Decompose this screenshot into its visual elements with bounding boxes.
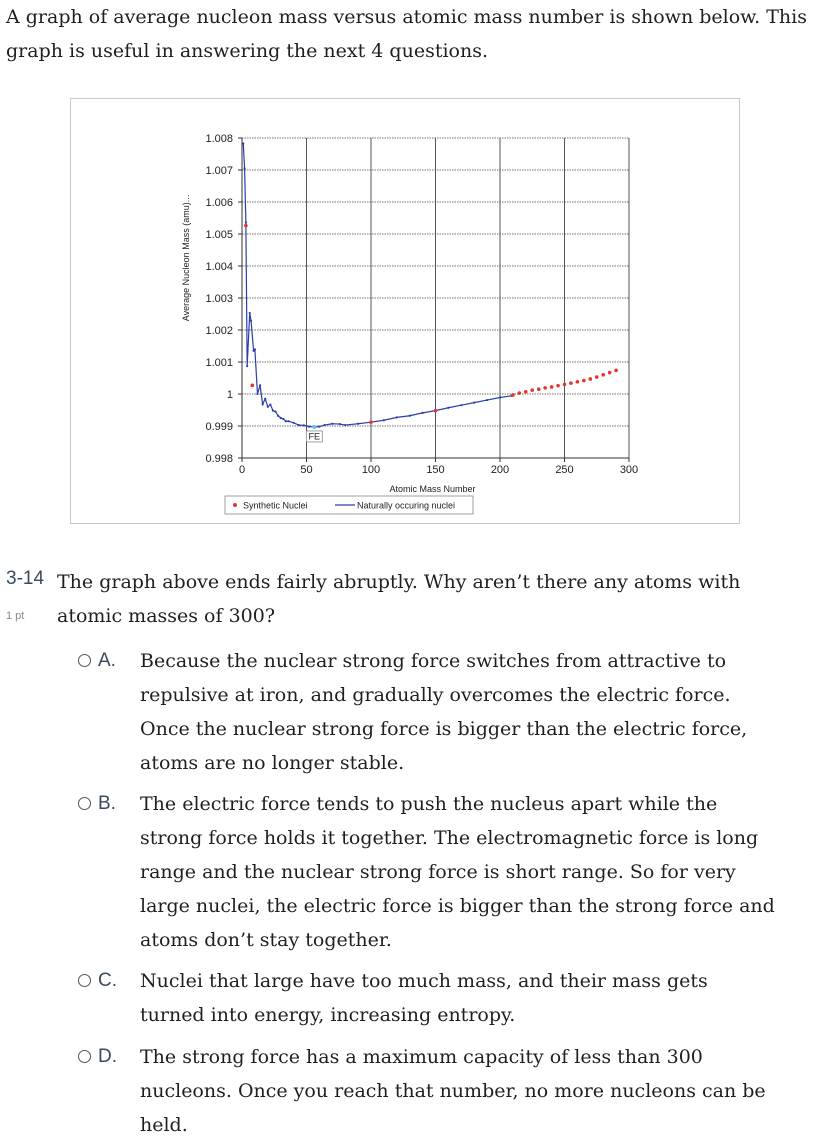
point-synthetic: [556, 384, 560, 388]
point-natural: [409, 415, 411, 417]
x-tick-label: 150: [426, 464, 445, 476]
point-synthetic: [550, 385, 554, 389]
option-a[interactable]: [78, 644, 778, 780]
option-letter: C.: [98, 970, 117, 991]
point-natural: [246, 365, 248, 367]
x-tick-label: 100: [361, 464, 381, 476]
x-tick-label: 0: [238, 464, 246, 476]
option-letter: D.: [98, 1046, 117, 1067]
option-c[interactable]: [78, 964, 778, 1032]
point-synthetic: [518, 391, 522, 395]
point-synthetic: [576, 380, 580, 384]
point-synthetic: [569, 381, 573, 385]
point-synthetic: [244, 224, 248, 228]
point-natural: [280, 417, 282, 419]
point-natural: [242, 142, 244, 144]
x-tick-label: 50: [300, 464, 313, 476]
x-tick-label: 200: [490, 464, 510, 476]
y-tick-label: 1.006: [205, 197, 233, 209]
point-synthetic: [589, 377, 593, 381]
option-d[interactable]: [78, 1040, 778, 1142]
point-synthetic: [582, 379, 586, 383]
point-natural: [473, 402, 475, 404]
point-natural: [264, 398, 266, 400]
x-tick-label: 250: [555, 464, 574, 476]
radio-icon[interactable]: [78, 797, 91, 810]
question-text: The graph above ends fairly abruptly. Why aren’t there any atoms with atomic masses of 300?: [57, 571, 741, 627]
point-natural: [285, 420, 287, 422]
point-natural: [323, 424, 325, 426]
point-natural: [243, 167, 245, 169]
point-natural: [298, 424, 300, 426]
point-natural: [303, 424, 305, 426]
point-natural: [357, 423, 359, 425]
series-line-natural: [243, 143, 513, 427]
point-natural: [282, 418, 284, 420]
point-natural: [256, 393, 258, 395]
point-synthetic: [511, 393, 515, 397]
legend-synthetic-marker: [233, 503, 237, 507]
point-natural: [250, 320, 252, 322]
y-tick-label: 1.002: [205, 325, 233, 337]
point-synthetic: [543, 386, 547, 390]
intro-text: A graph of average nucleon mass versus atomic mass number is shown below. This graph is useful in answering the next 4 questions.: [6, 6, 807, 62]
point-natural: [287, 420, 289, 422]
y-tick-label: 1.005: [205, 229, 233, 241]
y-tick-label: 1.001: [205, 357, 233, 369]
y-tick-label: 1.003: [205, 293, 233, 305]
option-b[interactable]: [78, 787, 778, 957]
point-natural: [308, 426, 310, 428]
radio-icon[interactable]: [78, 974, 91, 987]
point-synthetic: [563, 383, 567, 387]
y-tick-label: 0.999: [205, 421, 233, 433]
question-number: 3-14: [6, 568, 45, 589]
chart-figure: [70, 98, 740, 524]
x-axis-label: Atomic Mass Number: [389, 484, 476, 494]
point-natural: [259, 384, 261, 386]
y-tick-label: 1.007: [205, 165, 233, 177]
point-natural: [293, 422, 295, 424]
y-tick-label: 1.008: [205, 133, 233, 145]
option-letter: A.: [98, 650, 116, 671]
point-natural: [272, 410, 274, 412]
point-natural: [447, 407, 449, 409]
point-synthetic: [530, 388, 534, 392]
point-natural: [460, 404, 462, 406]
point-natural: [254, 348, 256, 350]
y-axis-label: Average Nucleon Mass (amu)...: [181, 194, 191, 322]
option-text: The strong force has a maximum capacity of less than 300 nucleons. Once you reach that number, no more nucleons can be held.: [140, 1046, 766, 1136]
point-natural: [318, 426, 320, 428]
point-natural: [267, 406, 269, 408]
legend-synthetic-label: Synthetic Nuclei: [243, 500, 308, 511]
point-synthetic: [595, 375, 599, 379]
radio-icon[interactable]: [78, 1050, 91, 1063]
point-natural: [249, 312, 251, 314]
point-synthetic: [601, 373, 605, 377]
point-synthetic: [369, 420, 373, 424]
y-tick-label: 1: [226, 389, 233, 401]
fe-label: FE: [308, 431, 320, 442]
point-natural: [396, 416, 398, 418]
option-text: Because the nuclear strong force switches from attractive to repulsive at iron, and gradually overcomes the electric force. Once the nuclear strong force is bigger than the electric force, atoms are no longer stable.: [140, 650, 748, 774]
point-natural: [262, 403, 264, 405]
legend-natural-label: Naturally occuring nuclei: [357, 500, 456, 511]
option-letter: B.: [98, 793, 116, 814]
x-tick-label: 300: [619, 464, 639, 476]
radio-icon[interactable]: [78, 654, 91, 667]
option-text: Nuclei that large have too much mass, and their mass gets turned into energy, increasing entropy.: [140, 970, 708, 1026]
point-synthetic: [614, 369, 618, 373]
y-tick-label: 0.998: [205, 453, 233, 465]
point-natural: [344, 424, 346, 426]
question-points: 1 pt: [6, 610, 25, 622]
point-natural: [339, 423, 341, 425]
option-text: The electric force tends to push the nucleus apart while the strong force holds it together. The electromagnetic force is long range and the nuclear strong force is short range. So for very large nuclei, the electric force is bigger than the strong force and atoms don’t stay together.: [140, 793, 775, 951]
point-natural: [422, 412, 424, 414]
fe-marker: [312, 425, 316, 429]
point-natural: [486, 399, 488, 401]
point-natural: [383, 419, 385, 421]
y-tick-label: 1.004: [205, 261, 233, 273]
point-synthetic: [537, 387, 541, 391]
point-natural: [269, 403, 271, 405]
point-synthetic: [251, 384, 255, 388]
point-synthetic: [608, 371, 612, 375]
point-natural: [499, 396, 501, 398]
point-natural: [245, 221, 247, 223]
point-natural: [331, 423, 333, 425]
nucleon-mass-chart: [71, 99, 741, 525]
point-natural: [274, 411, 276, 413]
point-synthetic: [524, 390, 528, 394]
point-synthetic: [434, 409, 438, 413]
point-natural: [277, 415, 279, 417]
